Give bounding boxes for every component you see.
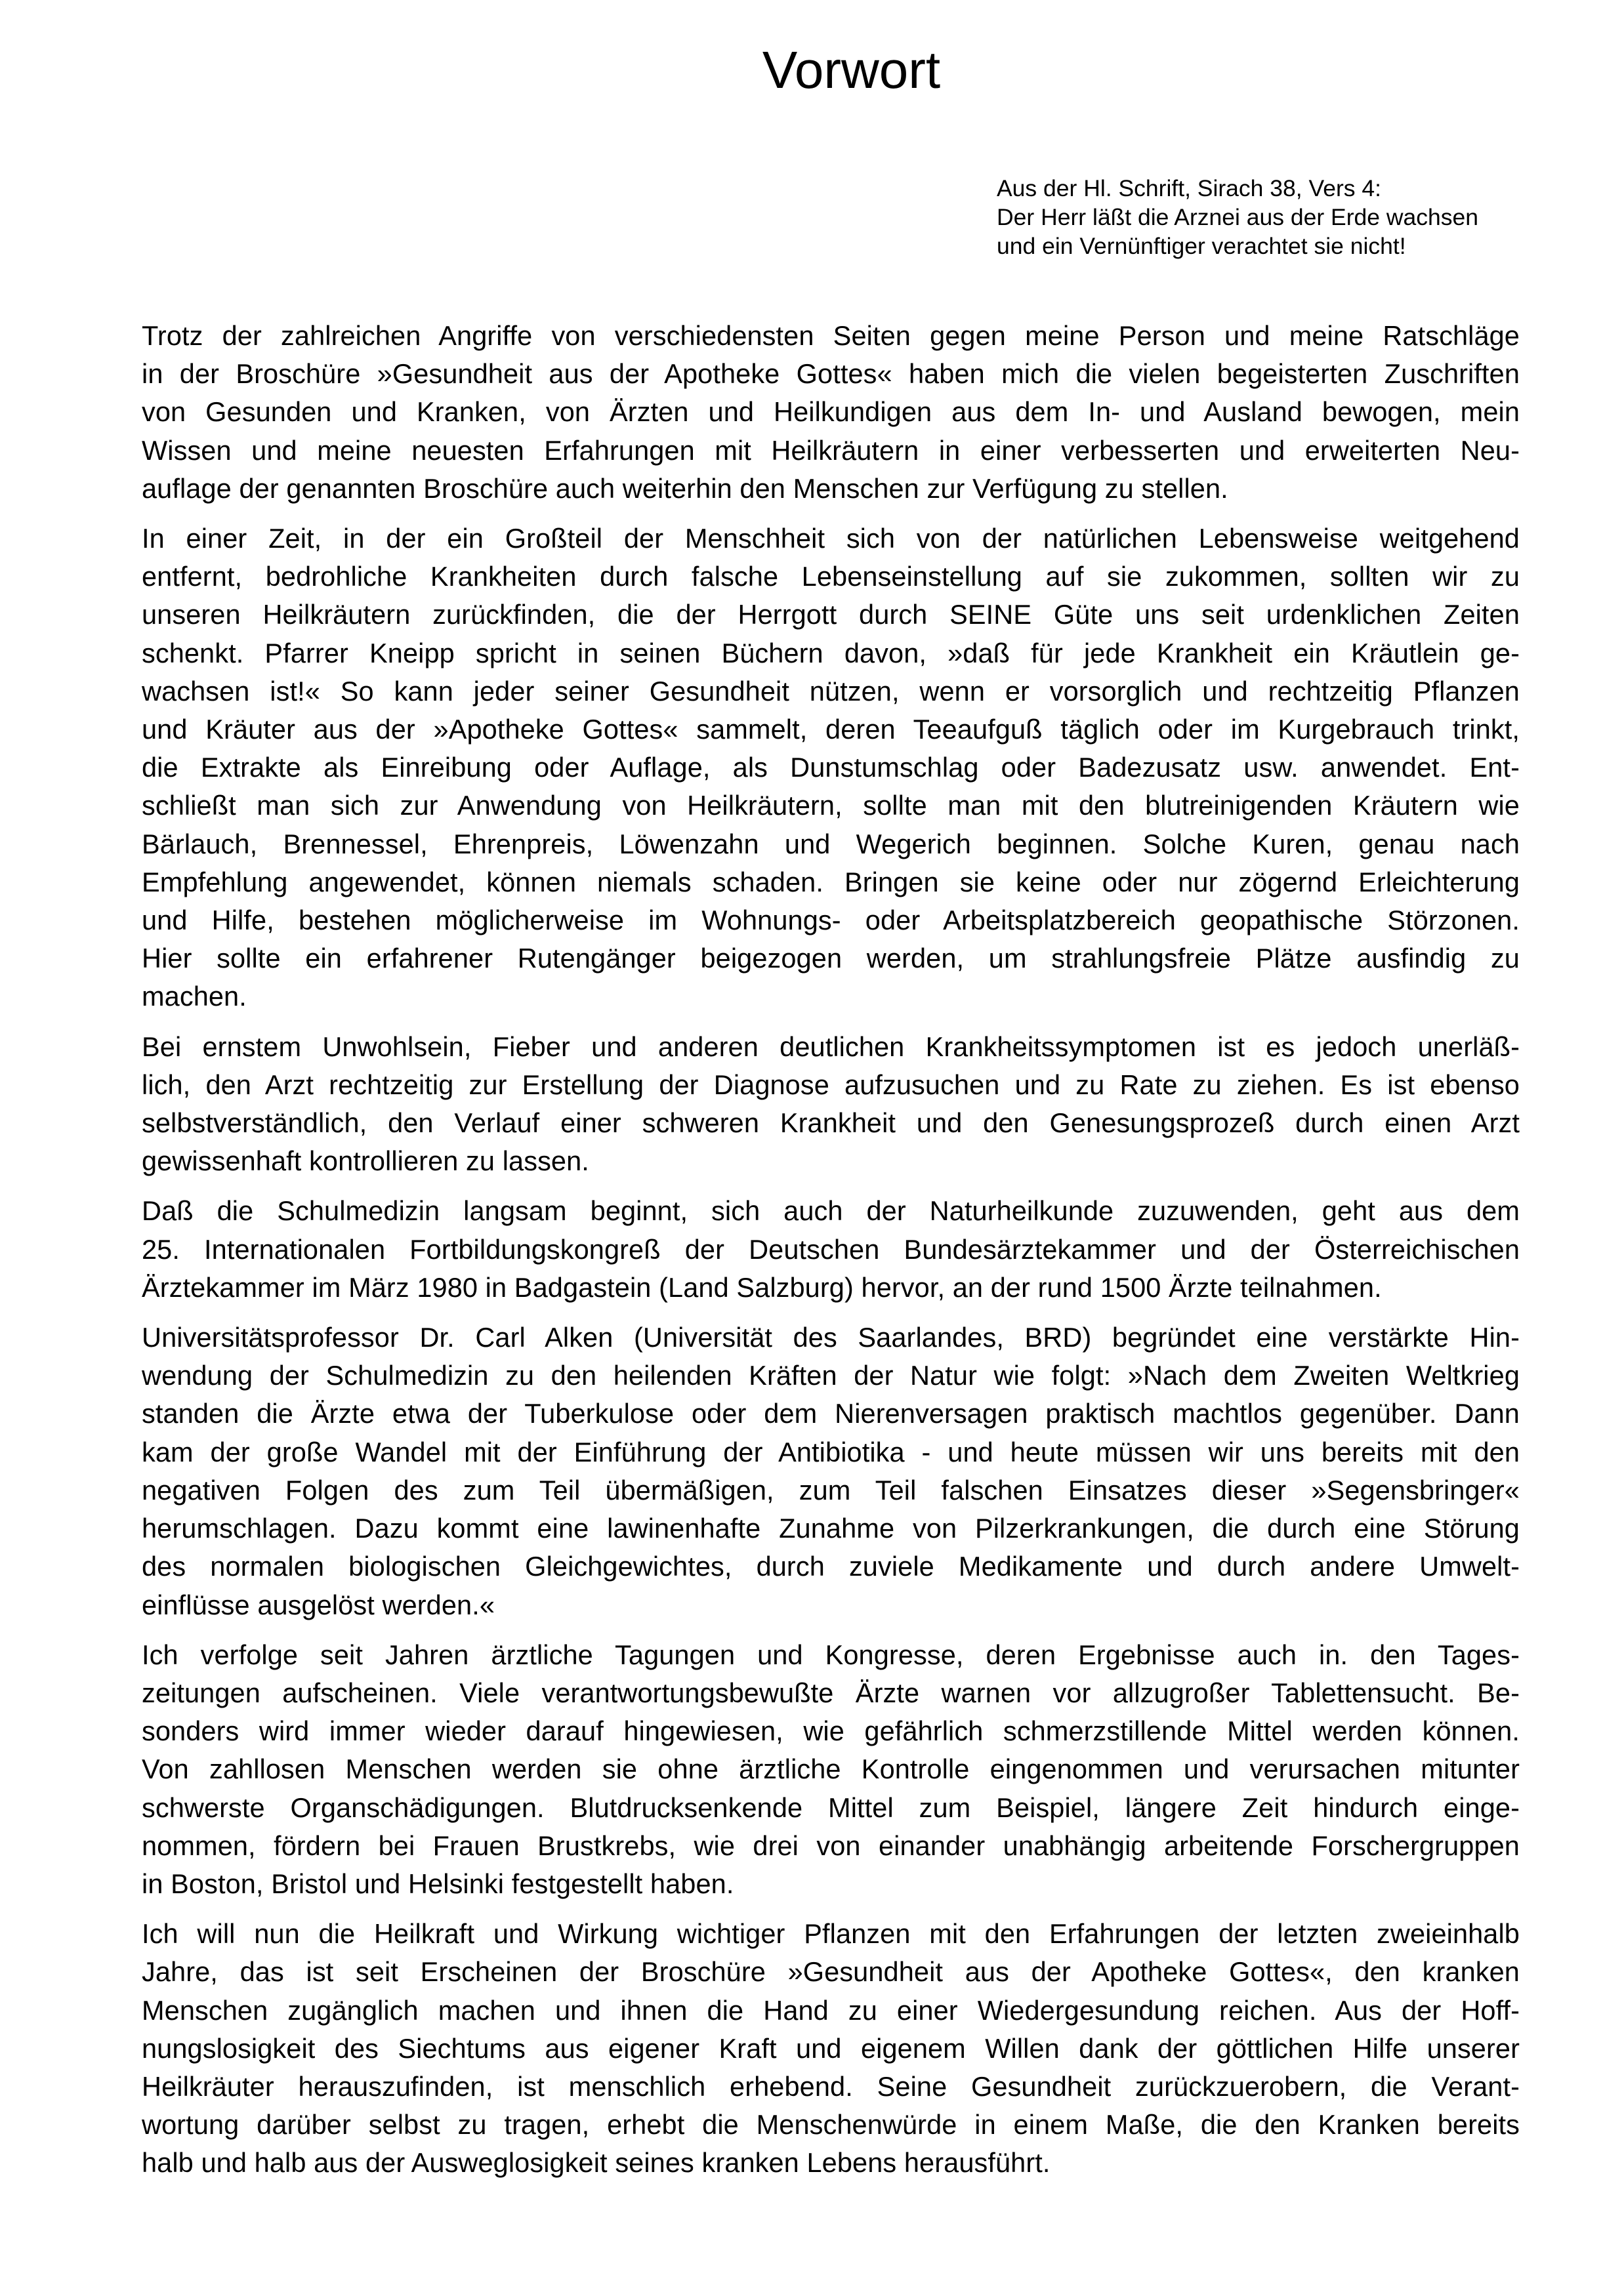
paragraph-line: selbstverständlich, den Verlauf einer schweren Krankheit und den Genesungsprozeß durch einen Arzt: [142, 1107, 1520, 1139]
paragraph-line: sonders wird immer wieder darauf hingewiesen, wie gefährlich schmerzstillende Mittel werden können.: [142, 1715, 1520, 1747]
paragraph-line: auflage der genannten Broschüre auch weiterhin den Menschen zur Verfügung zu stellen.: [142, 472, 1228, 504]
paragraph-line: entfernt, bedrohliche Krankheiten durch falsche Lebenseinstellung auf sie zukommen, sollten wir zu: [142, 561, 1520, 592]
paragraph-line: in Boston, Bristol und Helsinki festgestellt haben.: [142, 1868, 734, 1899]
paragraph-line: in der Broschüre »Gesundheit aus der Apotheke Gottes« haben mich die vielen begeisterten Zuschriften: [142, 358, 1520, 390]
paragraph-line: Menschen zugänglich machen und ihnen die Hand zu einer Wiedergesundung reichen. Aus der Hoff-: [142, 1994, 1520, 2026]
paragraph-line: Daß die Schulmedizin langsam beginnt, sich auch der Naturheilkunde zuzuwenden, geht aus dem: [142, 1195, 1520, 1227]
paragraph-line: Heilkräuter herauszufinden, ist menschlich erhebend. Seine Gesundheit zurückzuerobern, die Verant-: [142, 2070, 1520, 2102]
paragraph-line: Empfehlung angewendet, können niemals schaden. Bringen sie keine oder nur zögernd Erleichterung: [142, 866, 1520, 897]
paragraph-line: Hier sollte ein erfahrener Rutengänger beigezogen werden, um strahlungsfreie Plätze ausfindig zu: [142, 943, 1520, 974]
paragraph-line: schließt man sich zur Anwendung von Heilkräutern, sollte man mit den blutreinigenden Kräutern wie: [142, 790, 1520, 821]
body-text: [142, 317, 1520, 2194]
paragraph-line: gewissenhaft kontrollieren zu lassen.: [142, 1145, 589, 1177]
paragraph-line: nungslosigkeit des Siechtums aus eigener Kraft und eigenem Willen dank der göttlichen Hilfe unserer: [142, 2032, 1520, 2064]
paragraph-line: wachsen ist!« So kann jeder seiner Gesundheit nützen, wenn er vorsorglich und rechtzeitig Pflanzen: [142, 675, 1520, 707]
paragraph: [142, 1319, 1520, 1624]
paragraph: [142, 520, 1520, 1016]
paragraph-line: und Kräuter aus der »Apotheke Gottes« sammelt, deren Teeaufguß täglich oder im Kurgebrauch trinkt,: [142, 714, 1520, 745]
paragraph-line: zeitungen aufscheinen. Viele verantwortungsbewußte Ärzte warnen vor allzugroßer Tablettensucht. Be-: [142, 1677, 1520, 1708]
paragraph-line: unseren Heilkräutern zurückfinden, die der Herrgott durch SEINE Güte uns seit urdenklichen Zeiten: [142, 599, 1520, 630]
paragraph: [142, 1028, 1520, 1181]
paragraph-line: machen.: [142, 981, 247, 1012]
paragraph-line: Jahre, das ist seit Erscheinen der Broschüre »Gesundheit aus der Apotheke Gottes«, den kranken: [142, 1956, 1520, 1988]
epigraph-line: Aus der Hl. Schrift, Sirach 38, Vers 4:: [997, 175, 1381, 201]
epigraph: [997, 174, 1587, 260]
paragraph-line: kam der große Wandel mit der Einführung der Antibiotika - und heute müssen wir uns bereits mit den: [142, 1436, 1520, 1467]
epigraph-line: Der Herr läßt die Arznei aus der Erde wachsen: [997, 204, 1478, 230]
paragraph-line: negativen Folgen des zum Teil übermäßigen, zum Teil falschen Einsatzes dieser »Segensbringer«: [142, 1474, 1520, 1506]
page-title: Vorwort: [762, 41, 941, 99]
paragraph-line: einflüsse ausgelöst werden.«: [142, 1589, 495, 1620]
paragraph: [142, 317, 1520, 508]
paragraph-line: Von zahllosen Menschen werden sie ohne ärztliche Kontrolle eingenommen und verursachen mitunter: [142, 1753, 1520, 1785]
paragraph: [142, 1915, 1520, 2182]
paragraph-line: Bärlauch, Brennessel, Ehrenpreis, Löwenzahn und Wegerich beginnen. Solche Kuren, genau nach: [142, 828, 1520, 859]
paragraph-line: Wissen und meine neuesten Erfahrungen mit Heilkräutern in einer verbesserten und erweiterten Neu-: [142, 434, 1520, 466]
paragraph-line: standen die Ärzte etwa der Tuberkulose oder dem Nierenversagen praktisch machtlos gegenüber. Dann: [142, 1398, 1520, 1429]
paragraph-line: herumschlagen. Dazu kommt eine lawinenhafte Zunahme von Pilzerkrankungen, die durch eine Störung: [142, 1513, 1520, 1544]
paragraph-line: schenkt. Pfarrer Kneipp spricht in seinen Büchern davon, »daß für jede Krankheit ein Kräutlein ge-: [142, 637, 1520, 668]
paragraph-line: und Hilfe, bestehen möglicherweise im Wohnungs- oder Arbeitsplatzbereich geopathische Störzonen.: [142, 905, 1520, 936]
paragraph-line: von Gesunden und Kranken, von Ärzten und Heilkundigen aus dem In- und Ausland bewogen, mein: [142, 396, 1520, 428]
paragraph-line: des normalen biologischen Gleichgewichtes, durch zuviele Medikamente und durch andere Umwelt-: [142, 1551, 1520, 1582]
paragraph-line: In einer Zeit, in der ein Großteil der Menschheit sich von der natürlichen Lebensweise weitgehend: [142, 523, 1520, 554]
paragraph-line: Bei ernstem Unwohlsein, Fieber und anderen deutlichen Krankheitssymptomen ist es jedoch unerläß-: [142, 1031, 1520, 1062]
paragraph-line: 25. Internationalen Fortbildungskongreß der Deutschen Bundesärztekammer und der Österreichischen: [142, 1233, 1520, 1265]
paragraph: [142, 1636, 1520, 1903]
paragraph-line: lich, den Arzt rechtzeitig zur Erstellung der Diagnose aufzusuchen und zu Rate zu ziehen. Es ist ebenso: [142, 1069, 1520, 1100]
paragraph-line: Ich verfolge seit Jahren ärztliche Tagungen und Kongresse, deren Ergebnisse auch in. den Tages-: [142, 1639, 1520, 1670]
paragraph-line: wendung der Schulmedizin zu den heilenden Kräften der Natur wie folgt: »Nach dem Zweiten Weltkrieg: [142, 1360, 1520, 1391]
paragraph-line: Trotz der zahlreichen Angriffe von verschiedensten Seiten gegen meine Person und meine Ratschläge: [142, 320, 1520, 351]
paragraph-line: wortung darüber selbst zu tragen, erhebt die Menschenwürde in einem Maße, die den Kranken bereits: [142, 2109, 1520, 2141]
paragraph-line: Ärztekammer im März 1980 in Badgastein (Land Salzburg) hervor, an der rund 1500 Ärzte teilnahmen.: [142, 1271, 1382, 1303]
paragraph-line: schwerste Organschädigungen. Blutdrucksenkende Mittel zum Beispiel, längere Zeit hindurch einge-: [142, 1792, 1520, 1823]
epigraph-line: und ein Vernünftiger verachtet sie nicht!: [997, 233, 1406, 259]
paragraph-line: die Extrakte als Einreibung oder Auflage, als Dunstumschlag oder Badezusatz usw. anwendet. Ent-: [142, 752, 1520, 783]
paragraph-line: nommen, fördern bei Frauen Brustkrebs, wie drei von einander unabhängig arbeitende Forschergruppen: [142, 1830, 1520, 1861]
paragraph-line: Ich will nun die Heilkraft und Wirkung wichtiger Pflanzen mit den Erfahrungen der letzten zweieinhalb: [142, 1918, 1520, 1950]
paragraph-line: Universitätsprofessor Dr. Carl Alken (Universität des Saarlandes, BRD) begründet eine verstärkte Hin-: [142, 1322, 1520, 1353]
paragraph-line: halb und halb aus der Ausweglosigkeit seines kranken Lebens herausführt.: [142, 2147, 1051, 2179]
paragraph: [142, 1192, 1520, 1307]
